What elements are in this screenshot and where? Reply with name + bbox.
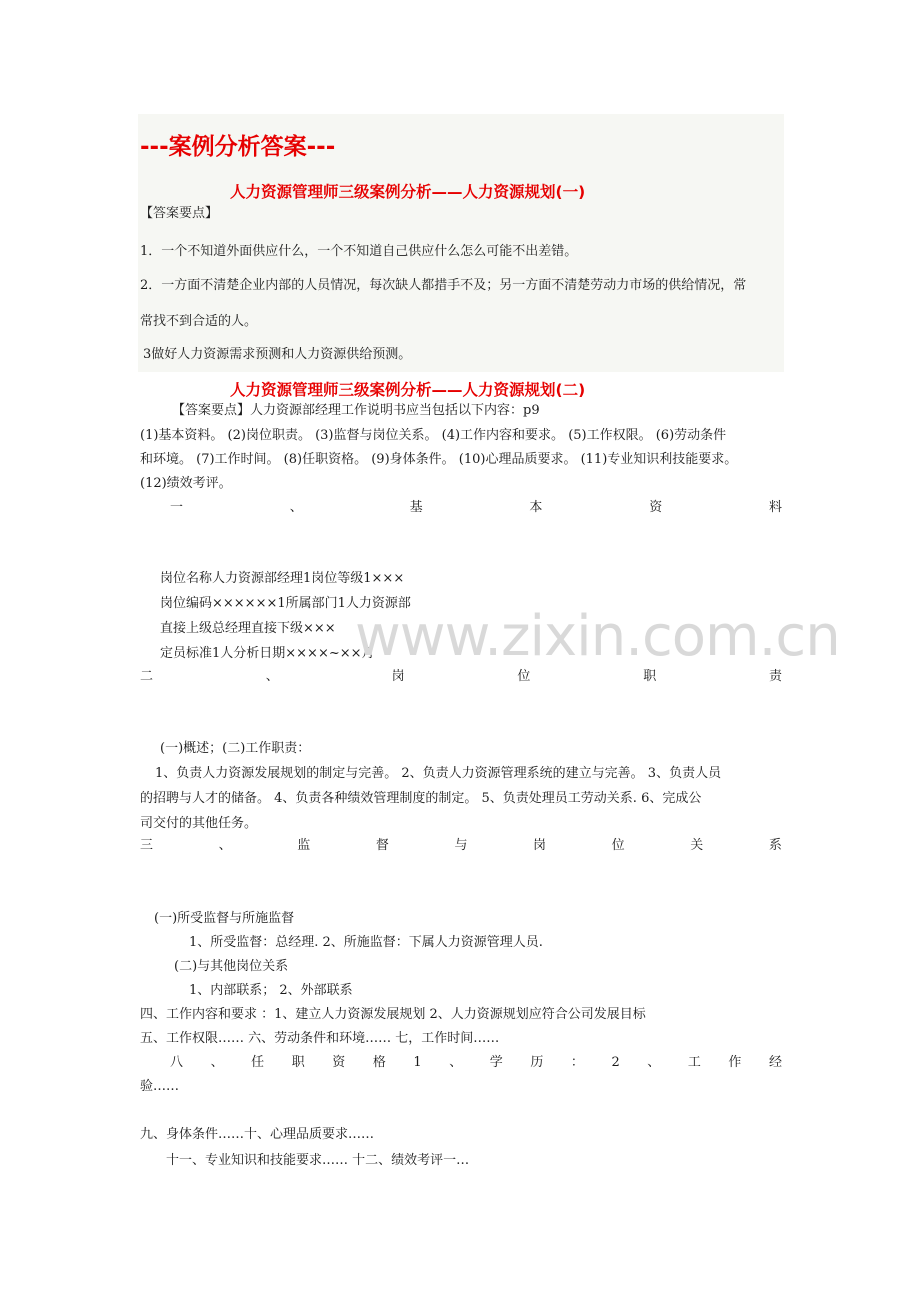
basic-info-line: 岗位名称人力资源部经理1岗位等级1×××	[160, 571, 405, 586]
heading-char: 岗	[391, 669, 405, 684]
heading-char: 二	[140, 669, 154, 684]
heading-char: 历	[530, 1055, 544, 1070]
heading-char: 、	[218, 838, 232, 853]
basic-info-line: 岗位编码××××××1所属部门1人力资源部	[160, 596, 411, 611]
sections-11-to-12: 十一、专业知识和技能要求…… 十二、绩效考评一…	[166, 1153, 470, 1168]
heading-duties	[140, 668, 782, 686]
answer-point-2-line1: 2．一方面不清楚企业内部的人员情况，每次缺人都措手不及；另一方面不清楚劳动力市场的供给情况，常	[140, 278, 747, 293]
basic-info-line: 直接上级总经理直接下级×××	[160, 621, 336, 636]
duties-line3: 司交付的其他任务。	[140, 816, 258, 831]
section2-intro: 【答案要点】人力资源部经理工作说明书应当包括以下内容：p9	[172, 403, 540, 418]
basic-info-line: 定员标准1人分析日期××××~××月	[160, 646, 375, 661]
heading-char: 经	[768, 1055, 782, 1070]
heading-char: 资	[649, 500, 663, 515]
heading-char: 位	[611, 838, 625, 853]
heading-char: 料	[768, 500, 782, 515]
key-points-label: 【答案要点】	[140, 206, 219, 221]
heading-char: ：	[570, 1055, 584, 1070]
heading-char: 位	[517, 669, 531, 684]
heading-char: 责	[768, 669, 782, 684]
heading-basic-info	[140, 499, 782, 517]
duties-overview: (一)概述；(二)工作职责：	[160, 741, 311, 756]
heading-char: 、	[210, 1055, 224, 1070]
answer-point-1: 1．一个不知道外面供应什么，一个不知道自己供应什么怎么可能不出差错。	[140, 244, 578, 259]
heading-char: 基	[409, 500, 423, 515]
answer-point-3: 3做好人力资源需求预测和人力资源供给预测。	[143, 347, 412, 362]
supervision-subheading-2: (二)与其他岗位关系	[174, 959, 289, 974]
section1-title: 人力资源管理师三级案例分析——人力资源规划(一)	[230, 183, 586, 201]
heading-char: 学	[489, 1055, 503, 1070]
heading-qualifications	[140, 1054, 782, 1072]
supervision-items-2: 1、内部联系； 2、外部联系	[189, 983, 353, 998]
heading-char: 职	[291, 1055, 305, 1070]
contents-list-line3: (12)绩效考评。	[140, 476, 232, 491]
heading-supervision	[140, 837, 782, 855]
heading-char: 三	[140, 838, 154, 853]
supervision-items-1: 1、所受监督：总经理. 2、所施监督：下属人力资源管理人员.	[189, 935, 543, 950]
section4-work-content: 四、工作内容和要求 ：1、建立人力资源发展规划 2、人力资源规划应符合公司发展目标	[140, 1007, 646, 1022]
heading-char: 本	[529, 500, 543, 515]
section2-title: 人力资源管理师三级案例分析——人力资源规划(二)	[230, 381, 586, 399]
sections-5-to-7: 五、工作权限…… 六、劳动条件和环境…… 七，工作时间……	[140, 1031, 500, 1046]
duties-line2: 的招聘与人才的储备。 4、负责各种绩效管理制度的制定。 5、负责处理员工劳动关系. 6、完成公	[140, 791, 702, 806]
heading-char: 八	[170, 1055, 184, 1070]
heading-char: 一	[170, 500, 184, 515]
watermark: www.zixin.com.cn	[355, 604, 840, 669]
heading-char: 作	[728, 1055, 742, 1070]
heading-char: 资	[332, 1055, 346, 1070]
heading-char: 、	[265, 669, 279, 684]
qualifications-continuation: 验……	[140, 1079, 180, 1094]
supervision-subheading-1: (一)所受监督与所施监督	[154, 911, 295, 926]
heading-char: 格	[372, 1055, 386, 1070]
duties-line1: 1、负责人力资源发展规划的制定与完善。 2、负责人力资源管理系统的建立与完善。 3、负责人员	[155, 766, 722, 781]
heading-char: 与	[454, 838, 468, 853]
heading-char: 1	[413, 1055, 422, 1070]
heading-char: 、	[289, 500, 303, 515]
heading-char: 工	[687, 1055, 701, 1070]
heading-char: 2	[611, 1055, 620, 1070]
page-title: ---案例分析答案---	[140, 134, 336, 160]
sections-9-to-10: 九、身体条件……十、心理品质要求……	[140, 1127, 375, 1142]
contents-list-line2: 和环境。 (7)工作时间。 (8)任职资格。 (9)身体条件。 (10)心理品质要求。 (11)专业知识利技能要求。	[140, 452, 738, 467]
contents-list-line1: (1)基本资料。 (2)岗位职责。 (3)监督与岗位关系。 (4)工作内容和要求。 (5)工作权限。 (6)劳动条件	[140, 428, 727, 443]
heading-char: 系	[768, 838, 782, 853]
heading-char: 监	[297, 838, 311, 853]
heading-char: 关	[690, 838, 704, 853]
heading-char: 督	[375, 838, 389, 853]
heading-char: 、	[449, 1055, 463, 1070]
heading-char: 任	[251, 1055, 265, 1070]
heading-char: 职	[643, 669, 657, 684]
heading-char: 、	[647, 1055, 661, 1070]
answer-point-2-line2: 常找不到合适的人。	[140, 314, 258, 329]
heading-char: 岗	[533, 838, 547, 853]
